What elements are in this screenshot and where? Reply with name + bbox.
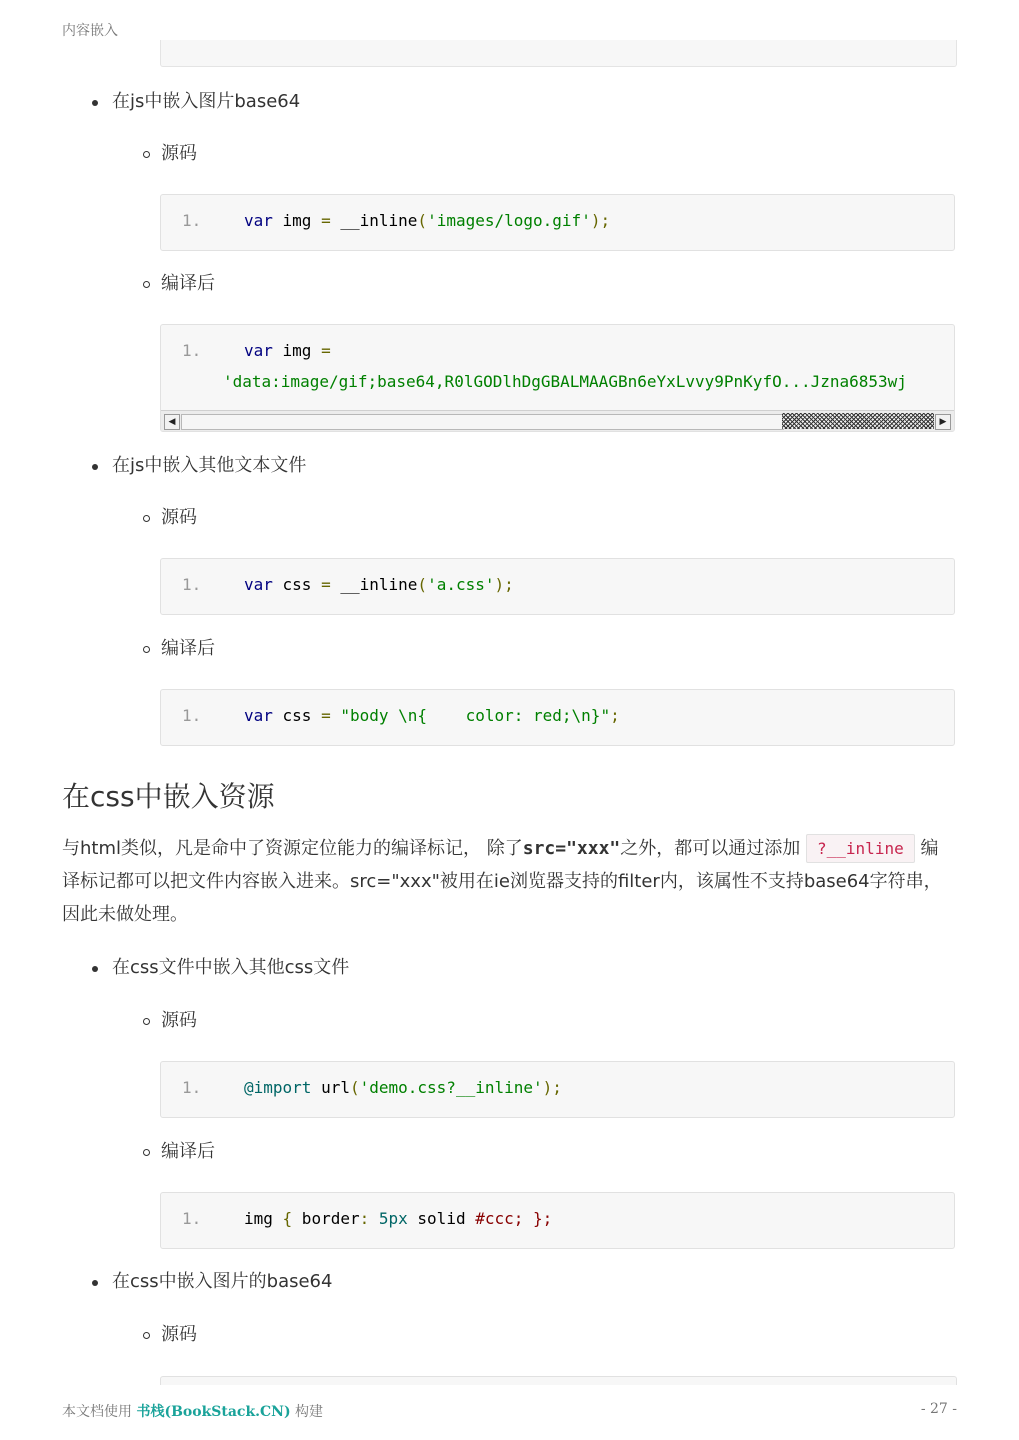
- sub-source-label: 源码: [161, 507, 197, 528]
- bullet-css-image: 在css中嵌入图片的base64: [112, 1271, 333, 1292]
- line-number: 1.: [182, 575, 202, 594]
- line-number: 1.: [182, 1209, 202, 1228]
- sub-compiled-label: 编译后: [161, 1141, 215, 1162]
- code-line: var css = __inline('a.css');: [244, 575, 514, 594]
- code-line: img { border: 5px solid #ccc; };: [244, 1209, 553, 1228]
- bold-src-text: src="xxx": [522, 838, 621, 859]
- code-block-start: [160, 1376, 957, 1385]
- code-block-css-compiled: [160, 1192, 955, 1249]
- line-number: 1.: [182, 706, 202, 725]
- code-line: var img = __inline('images/logo.gif');: [244, 211, 611, 230]
- code-block-css-source: [160, 1061, 955, 1118]
- inline-code: ?__inline: [806, 834, 915, 863]
- sub-compiled-label: 编译后: [161, 273, 215, 294]
- bullet-js-text: 在js中嵌入其他文本文件: [112, 455, 307, 476]
- scrollbar-thumb[interactable]: [782, 413, 934, 429]
- code-line: @import url('demo.css?__inline');: [244, 1078, 562, 1097]
- section-paragraph: 与html类似，凡是命中了资源定位能力的编译标记， 除了src="xxx"之外，都可以通过添加 ?__inline 编译标记都可以把文件内容嵌入进来。src="xxx"被用在ie浏览器支持的filter内，该属性不支持base64字符串，因此未做处理。: [62, 832, 952, 931]
- code-line-wrapped: 'data:image/gif;base64,R0lGODlhDgGBALMAAGBn6eYxLvvy9PnKyfO...Jzna6853wj: [223, 372, 907, 391]
- page-number: - 27 -: [920, 1401, 957, 1417]
- sub-source-label: 源码: [161, 1324, 197, 1345]
- sub-source-label: 源码: [161, 1010, 197, 1031]
- line-number: 1.: [182, 211, 202, 230]
- code-block-js-text-source: [160, 558, 955, 615]
- sub-compiled-label: 编译后: [161, 638, 215, 659]
- code-block-js-image-source: [160, 194, 955, 251]
- code-block-js-image-compiled: [160, 324, 955, 432]
- sub-source-label: 源码: [161, 143, 197, 164]
- horizontal-scrollbar[interactable]: [161, 410, 954, 431]
- code-line: var img =: [244, 341, 331, 360]
- line-number: 1.: [182, 1078, 202, 1097]
- code-block-js-text-compiled: [160, 689, 955, 746]
- code-block-continued: [160, 40, 957, 67]
- scroll-left-arrow-icon[interactable]: ◀: [164, 414, 180, 430]
- bullet-js-image: 在js中嵌入图片base64: [112, 91, 301, 112]
- bookstack-link[interactable]: 书栈(BookStack.CN): [136, 1404, 291, 1420]
- scrollbar-track[interactable]: [181, 414, 784, 430]
- line-number: 1.: [182, 341, 202, 360]
- footer-credit: 本文档使用 书栈(BookStack.CN) 构建: [62, 1404, 324, 1420]
- section-heading: 在css中嵌入资源: [62, 780, 275, 813]
- scroll-right-arrow-icon[interactable]: ▶: [935, 414, 951, 430]
- bullet-css-in-css: 在css文件中嵌入其他css文件: [112, 957, 350, 978]
- running-header: 内容嵌入: [62, 23, 118, 39]
- code-line: var css = "body \n{ color: red;\n}";: [244, 706, 620, 725]
